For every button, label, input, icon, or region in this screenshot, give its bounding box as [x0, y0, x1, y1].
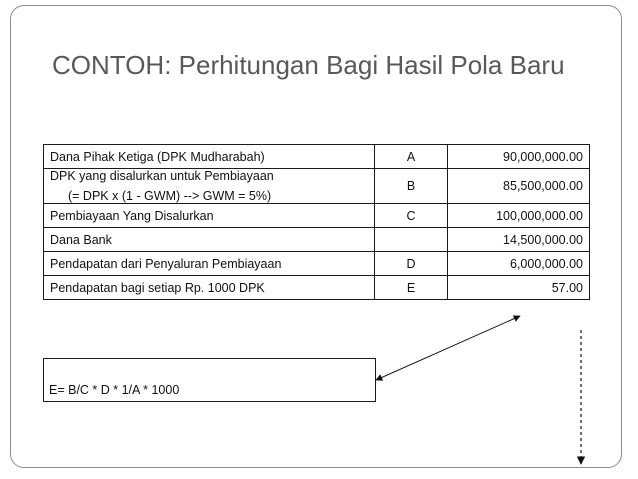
row-label: Pembiayaan Yang Disalurkan — [44, 204, 375, 228]
row-value: 14,500,000.00 — [448, 228, 590, 252]
row-label: Dana Pihak Ketiga (DPK Mudharabah) — [44, 145, 375, 169]
row-code: D — [375, 252, 448, 276]
row-value: 85,500,000.00 — [448, 169, 590, 204]
row-code: A — [375, 145, 448, 169]
row-label: Pendapatan dari Penyaluran Pembiayaan — [44, 252, 375, 276]
arrow-to-formula — [376, 316, 520, 380]
row-label: Pendapatan bagi setiap Rp. 1000 DPK — [44, 276, 375, 300]
row-code: C — [375, 204, 448, 228]
row-value: 100,000,000.00 — [448, 204, 590, 228]
row-sublabel: (= DPK x (1 - GWM) --> GWM = 5%) — [68, 189, 272, 203]
row-value: 6,000,000.00 — [448, 252, 590, 276]
formula-text: E= B/C * D * 1/A * 1000 — [49, 383, 180, 397]
row-value: 57.00 — [448, 276, 590, 300]
row-label: Dana Bank — [44, 228, 375, 252]
slide-title: CONTOH: Perhitungan Bagi Hasil Pola Baru — [52, 50, 565, 80]
row-value: 90,000,000.00 — [448, 145, 590, 169]
row-label: DPK yang disalurkan untuk Pembiayaan — [50, 169, 274, 183]
row-code: B — [375, 169, 448, 204]
row-code: E — [375, 276, 448, 300]
